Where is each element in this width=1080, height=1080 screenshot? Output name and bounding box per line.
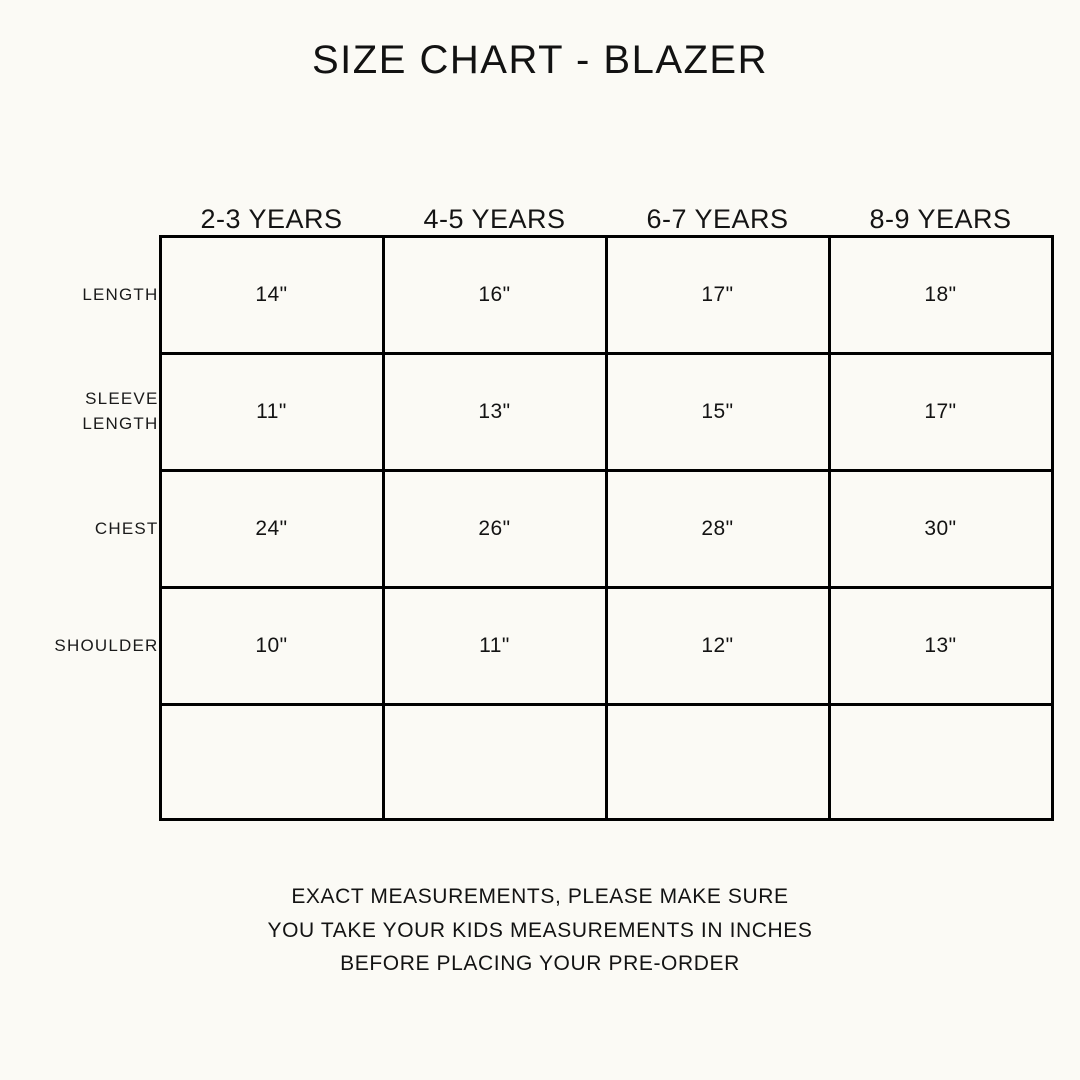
row-header-sleeve-length-line-2: LENGTH — [82, 414, 159, 433]
cell-shoulder-4-5-years: 11" — [383, 588, 606, 705]
table-corner-cell — [27, 180, 161, 237]
page-title: SIZE CHART - BLAZER — [312, 38, 768, 82]
row-header-length — [27, 237, 161, 354]
row-header-shoulder — [27, 588, 161, 705]
row-header-sleeve-length-line-1: SLEEVE — [85, 389, 159, 409]
footer-note — [0, 880, 1080, 981]
cell-shoulder-6-7-years: 12" — [606, 588, 829, 705]
footer-line-1: EXACT MEASUREMENTS, PLEASE MAKE SURE — [291, 885, 789, 908]
cell-length-6-7-years: 17" — [606, 237, 829, 354]
table-header-row — [27, 180, 1053, 237]
cell-blank-2-3-years — [160, 705, 383, 820]
column-header-8-9-years: 8-9 YEARS — [869, 204, 1012, 234]
table-row — [27, 237, 1053, 354]
size-chart-container — [0, 180, 1080, 821]
cell-chest-8-9-years: 30" — [829, 471, 1052, 588]
cell-chest-2-3-years: 24" — [160, 471, 383, 588]
cell-length-8-9-years: 18" — [829, 237, 1052, 354]
table-row — [27, 354, 1053, 471]
cell-sleeve-length-6-7-years: 15" — [606, 354, 829, 471]
cell-blank-8-9-years — [829, 705, 1052, 820]
column-header-2-3-years: 2-3 YEARS — [200, 204, 343, 234]
table-body — [27, 237, 1053, 820]
cell-chest-4-5-years: 26" — [383, 471, 606, 588]
cell-length-2-3-years: 14" — [160, 237, 383, 354]
row-header-chest-line-1: CHEST — [94, 518, 159, 538]
row-header-blank — [27, 705, 161, 820]
row-header-sleeve-length — [27, 354, 161, 471]
size-chart-table — [27, 180, 1054, 821]
cell-length-4-5-years: 16" — [383, 237, 606, 354]
table-header — [27, 180, 1053, 237]
footer-line-3: BEFORE PLACING YOUR PRE-ORDER — [340, 952, 740, 976]
footer-line-2: YOU TAKE YOUR KIDS MEASUREMENTS IN INCHES — [267, 918, 813, 942]
cell-shoulder-8-9-years: 13" — [829, 588, 1052, 705]
cell-sleeve-length-8-9-years: 17" — [829, 354, 1052, 471]
row-header-length-line-1: LENGTH — [82, 284, 159, 304]
table-row — [27, 705, 1053, 820]
row-header-chest — [27, 471, 161, 588]
cell-blank-4-5-years — [383, 705, 606, 820]
cell-shoulder-2-3-years: 10" — [160, 588, 383, 705]
table-row — [27, 471, 1053, 588]
cell-sleeve-length-4-5-years: 13" — [383, 354, 606, 471]
table-row — [27, 588, 1053, 705]
column-header-4-5-years: 4-5 YEARS — [423, 204, 566, 234]
cell-blank-6-7-years — [606, 705, 829, 820]
cell-chest-6-7-years: 28" — [606, 471, 829, 588]
row-header-shoulder-line-1: SHOULDER — [54, 635, 159, 655]
column-header-6-7-years: 6-7 YEARS — [646, 204, 789, 234]
cell-sleeve-length-2-3-years: 11" — [160, 354, 383, 471]
